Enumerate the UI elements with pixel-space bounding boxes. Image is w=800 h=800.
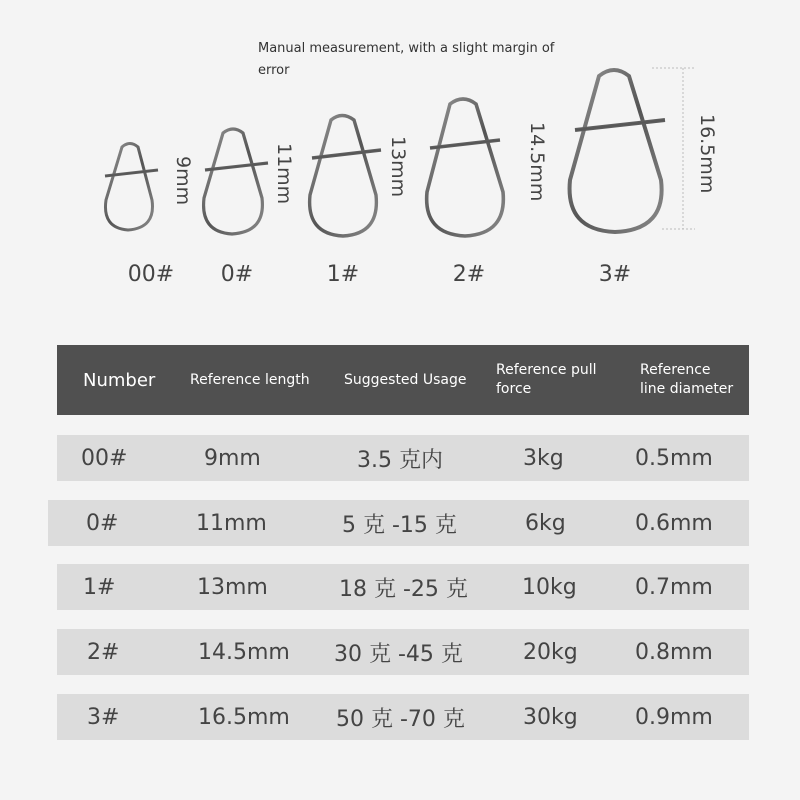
table-row — [57, 564, 749, 610]
cell-length: 11mm — [196, 510, 267, 536]
cell-usage: 3.5 克内 — [357, 447, 443, 473]
cell-usage: 5 克 -15 克 — [342, 512, 457, 538]
cell-number: 1# — [83, 574, 116, 600]
snap-3-icon — [570, 70, 665, 232]
cell-length: 16.5mm — [198, 704, 290, 730]
snap-2-size: 2# — [452, 262, 486, 287]
header-number: Number — [83, 369, 156, 391]
header-length: Reference length — [190, 371, 310, 388]
cell-length: 13mm — [197, 574, 268, 600]
cell-number: 0# — [86, 510, 119, 536]
header-diameter: Reference line diameter — [640, 362, 734, 397]
header-usage: Suggested Usage — [344, 371, 467, 388]
cell-usage: 18 克 -25 克 — [339, 576, 468, 602]
snap-0-length: 11mm — [273, 143, 295, 205]
cell-pull: 10kg — [522, 574, 577, 600]
snap-1-length: 13mm — [387, 136, 409, 198]
cell-number: 2# — [87, 639, 120, 665]
cell-pull: 20kg — [523, 639, 578, 665]
table-row — [57, 694, 749, 740]
snap-00-length: 9mm — [172, 156, 194, 206]
table-row — [48, 500, 749, 546]
snap-3-size: 3# — [598, 262, 632, 287]
snap-3-length: 16.5mm — [696, 114, 718, 194]
cell-diameter: 0.7mm — [635, 574, 713, 600]
cell-pull: 6kg — [525, 510, 566, 536]
cell-diameter: 0.9mm — [635, 704, 713, 730]
cell-diameter: 0.5mm — [635, 445, 713, 471]
snap-00-icon — [105, 144, 158, 231]
snap-1-icon — [310, 116, 381, 237]
cell-length: 9mm — [204, 445, 261, 471]
header-pull: Reference pull force — [496, 362, 597, 397]
table-header — [57, 345, 749, 415]
snap-2-icon — [427, 99, 504, 236]
snap-0-icon — [204, 129, 268, 234]
cell-usage: 50 克 -70 克 — [336, 706, 465, 732]
measurement-note: Manual measurement, with a slight margin of error — [258, 41, 555, 78]
snap-00-size: 00# — [127, 262, 175, 287]
cell-usage: 30 克 -45 克 — [334, 641, 463, 667]
cell-pull: 30kg — [523, 704, 578, 730]
cell-number: 00# — [81, 445, 128, 471]
snap-1-size: 1# — [326, 262, 360, 287]
cell-pull: 3kg — [523, 445, 564, 471]
snap-2-length: 14.5mm — [526, 122, 548, 202]
cell-number: 3# — [87, 704, 120, 730]
cell-length: 14.5mm — [198, 639, 290, 665]
cell-diameter: 0.6mm — [635, 510, 713, 536]
table-row — [57, 629, 749, 675]
snap-0-size: 0# — [220, 262, 254, 287]
table-row — [57, 435, 749, 481]
cell-diameter: 0.8mm — [635, 639, 713, 665]
